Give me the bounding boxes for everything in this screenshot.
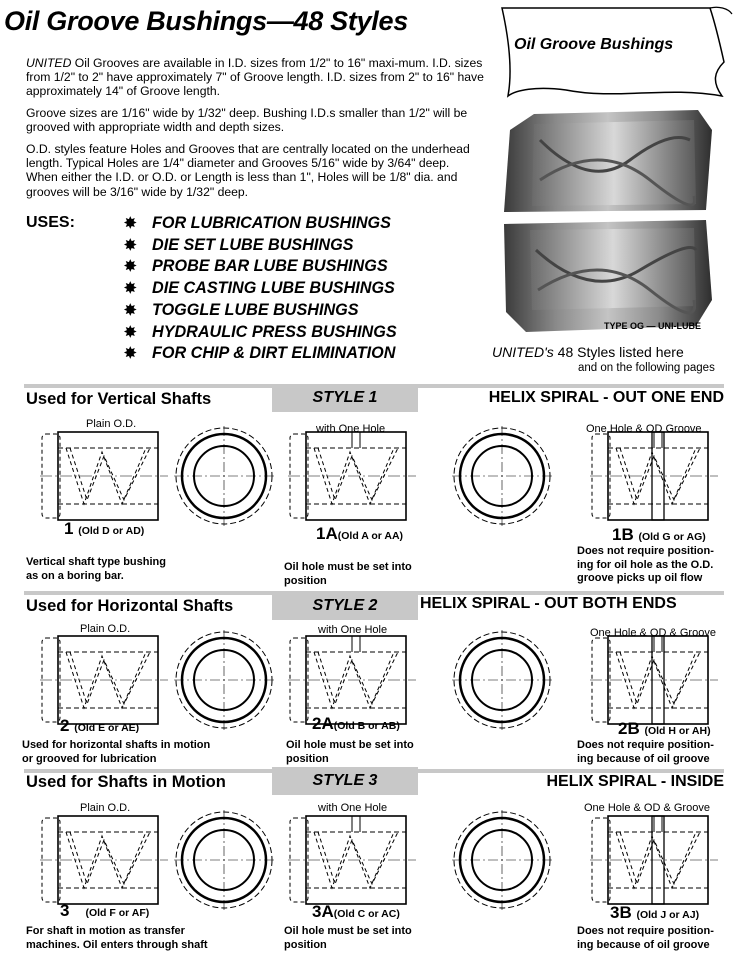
diagram-description: [577, 739, 714, 766]
style-number-value: 2B: [618, 719, 640, 738]
uses-item: [124, 343, 397, 365]
desc-line: as on a boring bar.: [26, 569, 124, 582]
uses-item: [124, 256, 397, 278]
desc-line: groove picks up oil flow: [577, 572, 703, 584]
desc-line: ing because of oil groove: [577, 752, 710, 765]
desc-line: position: [286, 752, 329, 765]
bushing-side-view: [590, 814, 728, 916]
intro-text-1: Oil Grooves are available in I.D. sizes from 1/2" to 16" maxi-mum. I.D. sizes from 1/2" to 2" have approximately 7" of Groove length. I.D. sizes from 2" to 16" have approximately 14" of Groove length.: [26, 56, 484, 99]
diagram-caption: Plain O.D.: [86, 418, 137, 430]
asterisk-icon: ✸: [124, 258, 137, 276]
diagram-description: [284, 925, 412, 952]
bushing-side-view: [40, 634, 178, 736]
desc-line: Oil hole must be set into: [284, 561, 412, 573]
old-designation: (Old D or AD): [78, 525, 145, 537]
desc-line: Used for horizontal shafts in motion: [22, 739, 211, 751]
desc-line: Vertical shaft type bushing: [26, 556, 166, 568]
desc-line: position: [284, 574, 327, 587]
old-designation: (Old J or AJ): [636, 909, 700, 921]
uses-item-text: DIE CASTING LUBE BUSHINGS: [152, 279, 395, 298]
desc-line: or grooved for lubrication: [22, 752, 157, 765]
diagram-caption: with One Hole: [318, 624, 388, 636]
diagram-description: [284, 561, 412, 588]
uses-item: [124, 278, 397, 300]
asterisk-icon: ✸: [124, 345, 137, 363]
old-designation: (Old G or AG): [638, 531, 706, 543]
desc-line: position: [284, 938, 327, 951]
desc-line: Oil hole must be set into: [286, 739, 414, 751]
diagram-description: [577, 925, 714, 952]
bushing-side-view: [40, 430, 178, 532]
style-number-value: 3B: [610, 903, 632, 922]
section-3-style: STYLE 3: [272, 767, 418, 795]
bushing-end-view: [452, 630, 552, 730]
bushing-photo: [490, 100, 722, 344]
diagram-description: [26, 556, 166, 583]
style-number-value: 1: [64, 519, 74, 538]
brand-name: UNITED: [26, 56, 72, 70]
uses-item-text: DIE SET LUBE BUSHINGS: [152, 235, 354, 254]
old-designation: (Old H or AH): [644, 725, 711, 737]
section-3-use: Used for Shafts in Motion: [26, 773, 226, 791]
bushing-side-view: [590, 430, 728, 532]
banner-flag: [496, 4, 736, 104]
photo-caption-2: and on the following pages: [578, 362, 715, 374]
brand-name: UNITED's: [492, 344, 554, 360]
bushing-end-view: [174, 810, 274, 910]
diagram-caption: Plain O.D.: [80, 623, 131, 635]
desc-line: Does not require position-: [577, 925, 714, 937]
uses-item: [124, 213, 397, 235]
diagram-description: [577, 545, 714, 586]
photo-caption-text: 48 Styles listed here: [553, 344, 684, 360]
style-number-value: 2A: [312, 714, 334, 733]
style-number-value: 1A: [316, 524, 338, 543]
old-designation: (Old F or AF): [85, 907, 150, 919]
section-2-spiral: HELIX SPIRAL - OUT BOTH ENDS: [420, 595, 677, 612]
desc-line: For shaft in motion as transfer: [26, 925, 185, 937]
page-title: Oil Groove Bushings—48 Styles: [4, 6, 408, 36]
diagram-caption: with One Hole: [316, 423, 386, 435]
section-3-spiral: HELIX SPIRAL - INSIDE: [546, 773, 724, 790]
uses-item: [124, 235, 397, 257]
banner-text: Oil Groove Bushings: [514, 36, 674, 53]
style-number-value: 3A: [312, 902, 334, 921]
desc-line: ing for oil hole as the O.D.: [577, 558, 714, 571]
desc-line: Oil hole must be set into: [284, 925, 412, 937]
desc-line: Does not require position-: [577, 739, 714, 751]
section-2-style: STYLE 2: [272, 592, 418, 620]
intro-paragraph-3: O.D. styles feature Holes and Grooves that are centrally located on the underhead length. Typical Holes are 1/4" diameter and Grooves 5/16" wide by 3/64" deep. When either the I.D. or O.D. or Length is less than 1", Holes will be 1/8" dia. and grooves will be 3/16" wide by 1/32" deep.: [26, 142, 470, 199]
section-1-spiral: HELIX SPIRAL - OUT ONE END: [488, 389, 724, 406]
diagram-caption: with One Hole: [318, 802, 388, 814]
bushing-end-view: [174, 630, 274, 730]
intro-paragraph-2: Groove sizes are 1/16" wide by 1/32" deep. Bushing I.D.s smaller than 1/2" will be grooved with appropriate width and depth sizes.: [26, 106, 468, 135]
uses-label: USES:: [26, 214, 75, 231]
bushing-side-view: [288, 814, 426, 916]
section-1-use: Used for Vertical Shafts: [26, 390, 212, 408]
bushing-side-view: [40, 814, 178, 916]
asterisk-icon: ✸: [124, 301, 137, 319]
old-designation: (Old B or AB): [333, 720, 400, 732]
diagram-caption: Plain O.D.: [80, 802, 131, 814]
uses-list: [124, 213, 397, 365]
intro-paragraph-1: [26, 56, 484, 99]
desc-line: ing because of oil groove: [577, 938, 710, 951]
diagram-description: [26, 925, 208, 952]
desc-line: Does not require position-: [577, 545, 714, 557]
diagram-description: [286, 739, 414, 766]
bushing-side-view: [288, 634, 426, 736]
bushing-end-view: [452, 426, 552, 526]
uses-item: [124, 322, 397, 344]
bushing-end-view: [174, 426, 274, 526]
diagram-caption: One Hole & OD Groove: [586, 423, 702, 435]
uses-item-text: HYDRAULIC PRESS BUSHINGS: [152, 322, 397, 341]
style-number-value: 3: [60, 901, 70, 920]
uses-item-text: PROBE BAR LUBE BUSHINGS: [152, 257, 388, 276]
uses-item: [124, 300, 397, 322]
uses-item-text: FOR LUBRICATION BUSHINGS: [152, 214, 391, 232]
style-number-value: 2: [60, 716, 70, 735]
asterisk-icon: ✸: [124, 280, 137, 298]
desc-line: machines. Oil enters through shaft: [26, 938, 208, 951]
photo-type-label: TYPE OG — UNI-LUBE: [604, 321, 702, 331]
photo-caption: [492, 344, 684, 360]
old-designation: (Old E or AE): [74, 722, 140, 734]
diagram-caption: One Hole & OD & Groove: [584, 802, 710, 814]
asterisk-icon: ✸: [124, 236, 137, 254]
uses-item-text: TOGGLE LUBE BUSHINGS: [152, 300, 359, 319]
bushing-side-view: [590, 634, 728, 736]
section-2-use: Used for Horizontal Shafts: [26, 597, 234, 615]
asterisk-icon: ✸: [124, 323, 137, 341]
uses-item-text: FOR CHIP & DIRT ELIMINATION: [152, 344, 396, 363]
section-1-style: STYLE 1: [272, 384, 418, 412]
bushing-end-view: [452, 810, 552, 910]
diagram-description: [22, 739, 210, 766]
diagram-caption: One Hole & OD & Groove: [590, 627, 716, 639]
bushing-side-view: [288, 430, 426, 532]
asterisk-icon: ✸: [124, 215, 137, 232]
old-designation: (Old A or AA): [337, 530, 404, 542]
old-designation: (Old C or AC): [333, 908, 400, 920]
style-number-value: 1B: [612, 525, 634, 544]
